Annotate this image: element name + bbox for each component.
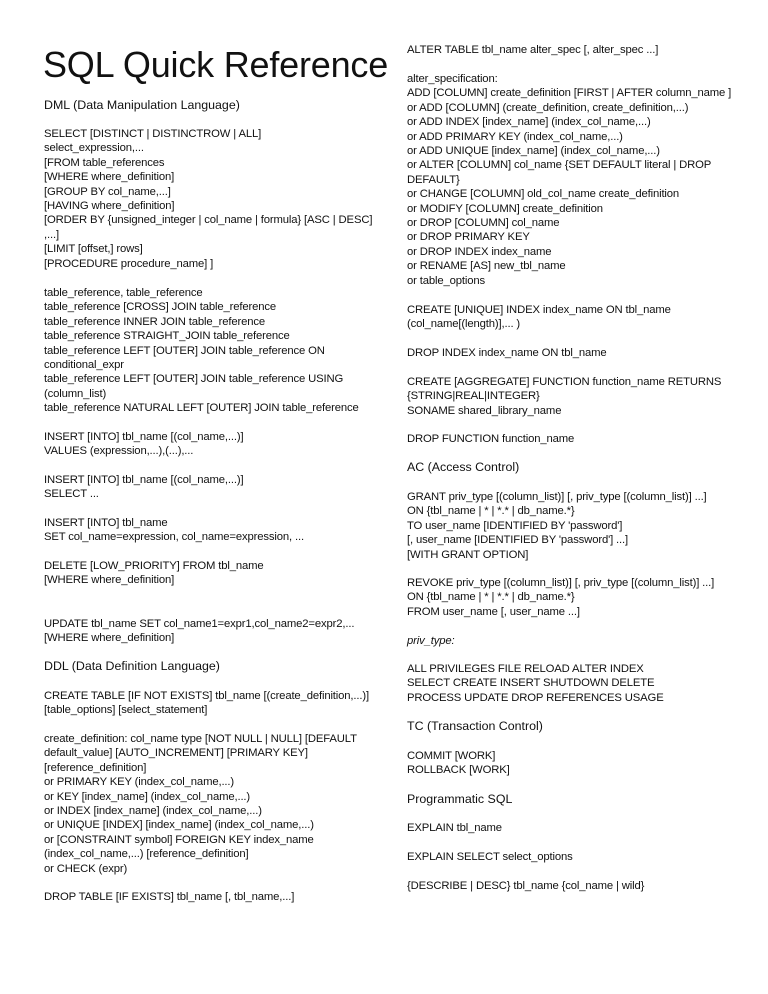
syntax-line: ALTER TABLE tbl_name alter_spec [, alter_spec ...] (407, 44, 659, 56)
syntax-line: [, user_name [IDENTIFIED BY 'password'] ...] (407, 534, 629, 547)
syntax-line: [LIMIT [offset,] rows] (44, 243, 143, 256)
syntax-line: DROP FUNCTION function_name (407, 433, 575, 445)
syntax-line: or MODIFY [COLUMN] create_definition (407, 202, 603, 215)
syntax-line: or ADD UNIQUE [index_name] (index_col_name,...) (407, 145, 660, 158)
syntax-line: [WITH GRANT OPTION] (407, 548, 529, 561)
syntax-line: (index_col_name,...) [reference_definition] (44, 848, 249, 861)
ac-heading: AC (Access Control) (407, 460, 520, 474)
syntax-line: CREATE [AGGREGATE] FUNCTION function_name RETURNS (407, 376, 722, 388)
syntax-line: or INDEX [index_name] (index_col_name,...) (44, 805, 262, 818)
syntax-line: create_definition: col_name type [NOT NULL | NULL] [DEFAULT (44, 733, 357, 745)
syntax-line: SELECT [DISTINCT | DISTINCTROW | ALL] (44, 128, 262, 140)
priv-type-label: priv_type: (407, 635, 455, 647)
syntax-line: or CHANGE [COLUMN] old_col_name create_definition (407, 188, 680, 201)
syntax-line: INSERT [INTO] tbl_name [(col_name,...)] (44, 431, 244, 443)
explain-select-block (407, 850, 573, 864)
insert-set-block (44, 516, 304, 545)
syntax-line: table_reference LEFT [OUTER] JOIN table_reference ON (44, 344, 325, 357)
syntax-line: or DROP INDEX index_name (407, 245, 552, 258)
create-index-block (407, 303, 671, 332)
tc-heading: TC (Transaction Control) (407, 719, 543, 733)
syntax-line: INSERT [INTO] tbl_name [(col_name,...)] (44, 474, 244, 486)
syntax-line: [WHERE where_definition] (44, 632, 175, 645)
syntax-line: or KEY [index_name] (index_col_name,...) (44, 790, 251, 803)
syntax-line: [HAVING where_definition] (44, 200, 175, 213)
syntax-line: table_reference LEFT [OUTER] JOIN table_reference USING (44, 373, 344, 386)
create-function-block (407, 375, 721, 418)
syntax-line: [reference_definition] (44, 761, 147, 774)
syntax-line: or PRIMARY KEY (index_col_name,...) (44, 776, 235, 789)
syntax-line: [table_options] [select_statement] (44, 704, 208, 717)
drop-function-block (407, 432, 574, 446)
dml-heading: DML (Data Manipulation Language) (44, 98, 240, 112)
syntax-line: table_reference [CROSS] JOIN table_reference (44, 301, 277, 314)
drop-table-block (44, 890, 294, 904)
syntax-line: table_reference, table_reference (44, 287, 203, 299)
syntax-line: SELECT ... (44, 488, 99, 501)
syntax-line: PROCESS UPDATE DROP REFERENCES USAGE (407, 691, 664, 704)
programmatic-sql-heading: Programmatic SQL (407, 792, 513, 806)
syntax-line: or [CONSTRAINT symbol] FOREIGN KEY index_name (44, 833, 314, 846)
syntax-line: [WHERE where_definition] (44, 574, 175, 587)
syntax-line: or UNIQUE [INDEX] [index_name] (index_col_name,...) (44, 819, 314, 832)
syntax-line: TO user_name [IDENTIFIED BY 'password'] (407, 519, 623, 532)
syntax-line: DROP INDEX index_name ON tbl_name (407, 347, 607, 359)
join-syntax-block (44, 286, 359, 416)
syntax-line: FROM user_name [, user_name ...] (407, 605, 580, 618)
syntax-line: ROLLBACK [WORK] (407, 764, 510, 777)
syntax-line: {STRING|REAL|INTEGER} (407, 390, 540, 403)
syntax-line: alter_specification: (407, 73, 498, 85)
update-block (44, 617, 354, 646)
syntax-line: or ADD INDEX [index_name] (index_col_name,...) (407, 116, 651, 129)
syntax-line: default_value] [AUTO_INCREMENT] [PRIMARY KEY] (44, 747, 308, 760)
insert-values-block (44, 430, 243, 459)
syntax-line: SONAME shared_library_name (407, 404, 562, 417)
drop-index-block (407, 346, 607, 360)
insert-select-block (44, 473, 243, 502)
syntax-line: or DROP [COLUMN] col_name (407, 217, 560, 230)
syntax-line: select_expression,... (44, 142, 144, 155)
syntax-line: or table_options (407, 274, 485, 287)
syntax-line: DROP TABLE [IF EXISTS] tbl_name [, tbl_name,...] (44, 891, 295, 903)
syntax-line: or ADD [COLUMN] (create_definition, create_definition,...) (407, 101, 689, 114)
syntax-line: or DROP PRIMARY KEY (407, 231, 530, 244)
syntax-line: {DESCRIBE | DESC} tbl_name {col_name | wild} (407, 880, 645, 892)
syntax-line: or ALTER [COLUMN] col_name {SET DEFAULT literal | DROP (407, 159, 712, 172)
select-syntax-block (44, 127, 372, 271)
syntax-line: [FROM table_references (44, 156, 165, 169)
syntax-line: table_reference INNER JOIN table_reference (44, 315, 266, 328)
delete-block (44, 559, 264, 588)
syntax-line: EXPLAIN SELECT select_options (407, 851, 573, 863)
syntax-line: SELECT CREATE INSERT SHUTDOWN DELETE (407, 677, 655, 690)
syntax-line: [GROUP BY col_name,...] (44, 185, 171, 198)
syntax-line: DELETE [LOW_PRIORITY] FROM tbl_name (44, 560, 264, 572)
syntax-line: GRANT priv_type [(column_list)] [, priv_type [(column_list)] ...] (407, 491, 707, 503)
ddl-heading: DDL (Data Definition Language) (44, 659, 220, 673)
alter-table-block (407, 43, 658, 57)
syntax-line: table_reference NATURAL LEFT [OUTER] JOIN table_reference (44, 402, 359, 415)
syntax-line: (col_name[(length)],... ) (407, 318, 521, 331)
syntax-line: ON {tbl_name | * | *.* | db_name.*} (407, 591, 575, 604)
syntax-line: CREATE [UNIQUE] INDEX index_name ON tbl_name (407, 304, 671, 316)
syntax-line: ALL PRIVILEGES FILE RELOAD ALTER INDEX (407, 663, 644, 675)
explain-block (407, 821, 502, 835)
syntax-line: DEFAULT} (407, 173, 460, 186)
syntax-line: SET col_name=expression, col_name=expression, ... (44, 531, 304, 544)
syntax-line: CREATE TABLE [IF NOT EXISTS] tbl_name [(create_definition,...)] (44, 690, 369, 702)
page-title: SQL Quick Reference (43, 44, 389, 85)
syntax-line: EXPLAIN tbl_name (407, 822, 502, 834)
syntax-line: ADD [COLUMN] create_definition [FIRST | AFTER column_name ] (407, 87, 732, 100)
grant-block (407, 490, 707, 562)
revoke-block (407, 576, 714, 619)
syntax-line: (column_list) (44, 387, 107, 400)
syntax-line: [WHERE where_definition] (44, 171, 175, 184)
syntax-line: REVOKE priv_type [(column_list)] [, priv_type [(column_list)] ...] (407, 577, 715, 589)
syntax-line: INSERT [INTO] tbl_name (44, 517, 168, 529)
syntax-line: ,...] (44, 228, 59, 241)
create-definition-block (44, 732, 357, 876)
syntax-line: or RENAME [AS] new_tbl_name (407, 260, 566, 273)
syntax-line: or ADD PRIMARY KEY (index_col_name,...) (407, 130, 623, 143)
syntax-line: or CHECK (expr) (44, 862, 128, 875)
create-table-block (44, 689, 369, 718)
syntax-line: [PROCEDURE procedure_name] ] (44, 257, 214, 270)
syntax-line: conditional_expr (44, 359, 124, 372)
syntax-line: VALUES (expression,...),(...),... (44, 445, 194, 458)
syntax-line: UPDATE tbl_name SET col_name1=expr1,col_name2=expr2,... (44, 618, 355, 630)
transaction-block (407, 749, 510, 778)
describe-block (407, 879, 644, 893)
syntax-line: [ORDER BY {unsigned_integer | col_name | formula} [ASC | DESC] (44, 214, 373, 227)
syntax-line: table_reference STRAIGHT_JOIN table_reference (44, 330, 290, 343)
syntax-line: ON {tbl_name | * | *.* | db_name.*} (407, 505, 575, 518)
privileges-block (407, 662, 664, 705)
syntax-line: COMMIT [WORK] (407, 750, 496, 762)
alter-specification-block (407, 72, 731, 288)
